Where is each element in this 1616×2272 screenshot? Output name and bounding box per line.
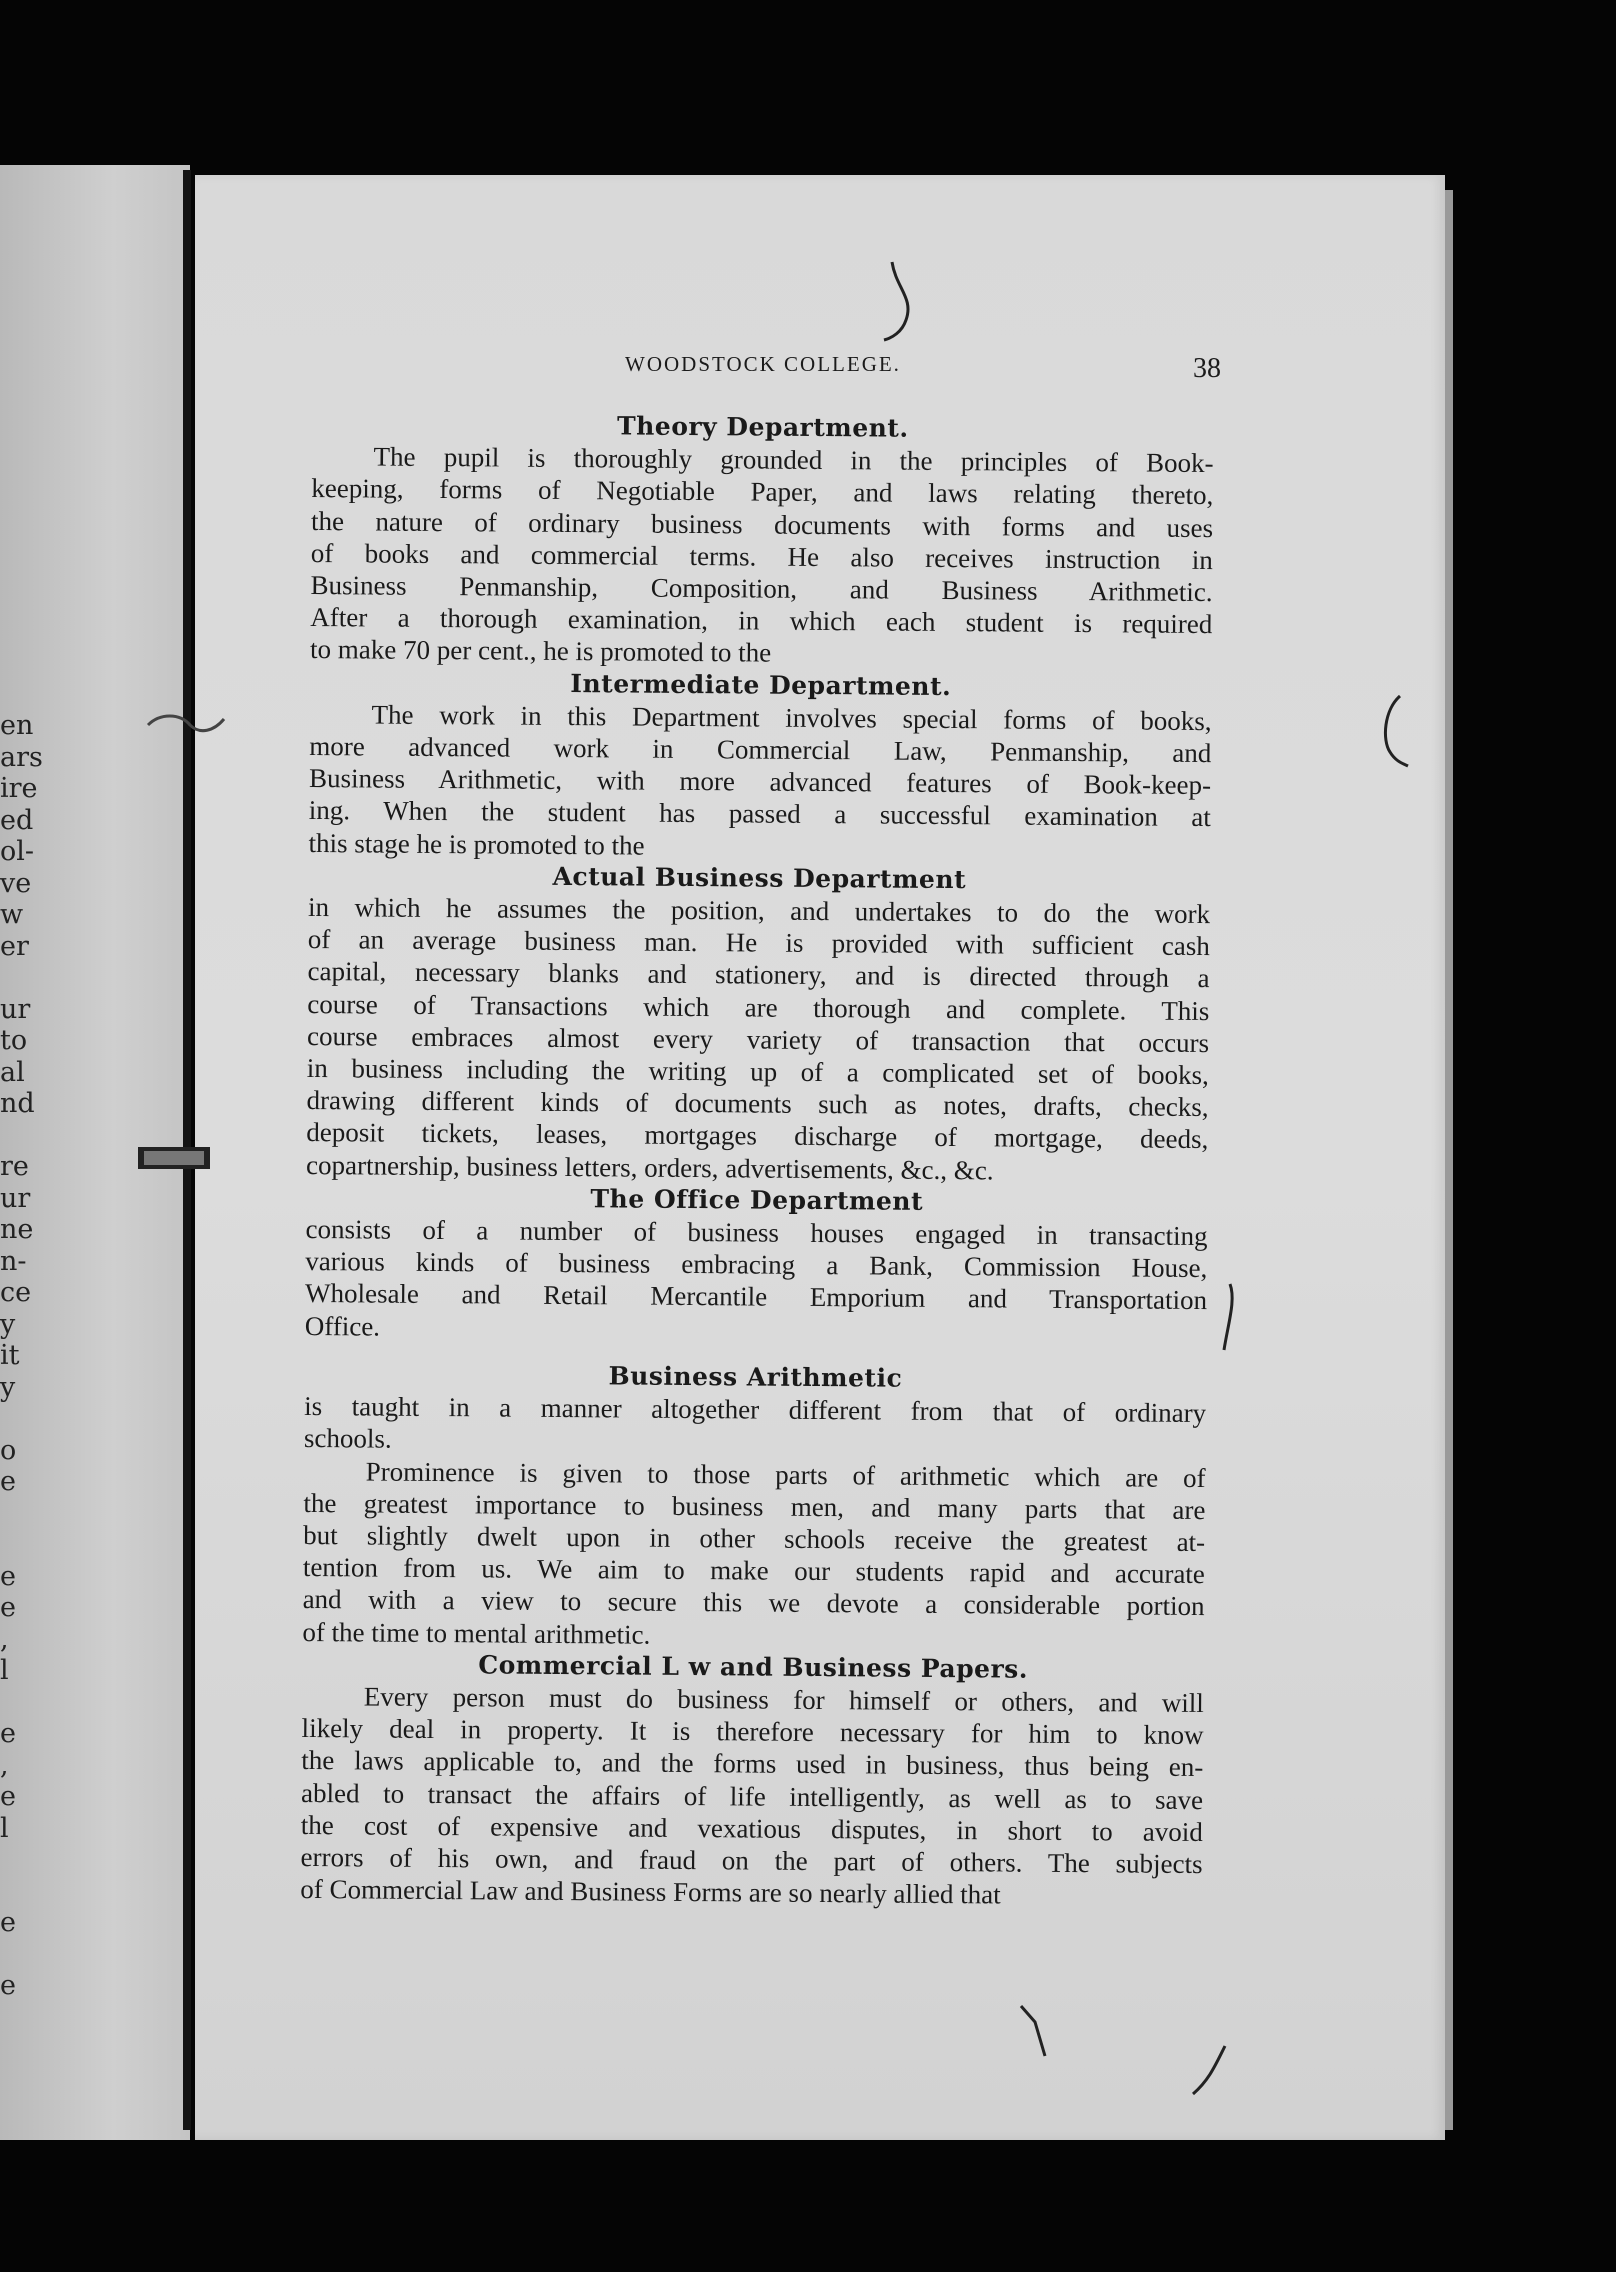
text-line: Wholesale and Retail Mercantile Emporium and Transportation <box>304 1278 1208 1316</box>
text-line: in business including the writing up of a complicated set of books, <box>306 1053 1209 1091</box>
left-fragment <box>0 1403 40 1435</box>
left-fragment <box>0 1120 40 1152</box>
text-line: Business Penmanship, Composition, and Business Arithmetic. <box>310 570 1213 608</box>
text-line: of the time to mental arithmetic. <box>302 1616 651 1650</box>
text-line: deposit tickets, leases, mortgages discharge of mortgage, deeds, <box>306 1117 1209 1155</box>
text-line: more advanced work in Commercial Law, Penmanship, and <box>309 731 1212 769</box>
text-line: Business Arithmetic, with more advanced features of Book-keep- <box>308 763 1212 801</box>
left-fragment: ire <box>0 773 38 804</box>
pencil-mark-bottom-right <box>1185 2040 1235 2110</box>
left-fragment: , <box>0 1749 9 1781</box>
pencil-mark-top <box>880 258 920 348</box>
text-line: the laws applicable to, and the forms used in business, thus being en- <box>301 1745 1204 1783</box>
left-fragment: ur <box>0 993 31 1025</box>
left-fragment: l <box>0 1812 9 1844</box>
left-fragment: ve <box>0 867 32 899</box>
left-fragment: , <box>0 1623 9 1655</box>
left-fragment: e <box>0 1907 16 1938</box>
text-line: various kinds of business embracing a Bank, Commission House, <box>305 1246 1208 1284</box>
page-body <box>300 408 1214 1912</box>
left-fragment: y <box>0 1371 16 1403</box>
left-fragment: en <box>0 710 34 741</box>
section-heading: The Office Department <box>590 1184 924 1216</box>
left-fragment: l <box>0 1655 9 1686</box>
text-line: keeping, forms of Negotiable Paper, and laws relating thereto, <box>311 473 1214 511</box>
text-line: errors of his own, and fraud on the part of others. The subjects <box>300 1841 1203 1879</box>
text-line: After a thorough examination, in which each student is required <box>310 602 1213 640</box>
left-fragment: e <box>0 1718 16 1749</box>
text-line: tention from us. We aim to make our students rapid and accurate <box>302 1552 1205 1590</box>
text-line: Every person must do business for himself or others, and will <box>363 1681 1204 1718</box>
left-fragment: er <box>0 930 29 962</box>
text-line: in which he assumes the position, and undertakes to do the work <box>307 892 1211 930</box>
text-line: abled to transact the affairs of life intelligently, as well as to save <box>301 1777 1204 1815</box>
text-line: the cost of expensive and vexatious disputes, in short to avoid <box>300 1809 1203 1847</box>
text-line: this stage he is promoted to the <box>308 827 645 861</box>
left-fragment <box>0 1529 40 1561</box>
left-fragment: al <box>0 1056 25 1088</box>
text-line: capital, necessary blanks and stationery, and is directed through a <box>307 956 1210 994</box>
section-heading: Intermediate Department. <box>570 668 952 701</box>
left-fragment <box>0 1876 40 1908</box>
text-line: but slightly dwelt upon in other schools receive the greatest at- <box>303 1519 1206 1557</box>
left-fragment: re <box>0 1151 29 1182</box>
left-fragment: ur <box>0 1182 31 1214</box>
left-fragment: e <box>0 1466 16 1497</box>
text-line: to make 70 per cent., he is promoted to the <box>309 634 772 669</box>
section-heading: Business Arithmetic <box>608 1361 903 1393</box>
left-fragment: o <box>0 1434 17 1466</box>
text-line: ing. When the student has passed a successful examination at <box>308 795 1211 833</box>
left-fragment <box>0 1687 40 1719</box>
left-fragment: to <box>0 1025 28 1056</box>
binding-clip-upper <box>140 705 230 745</box>
text-line: of an average business man. He is provided with sufficient cash <box>307 924 1210 962</box>
text-line: copartnership, business letters, orders, advertisements, &c., &c. <box>305 1149 994 1186</box>
running-head: WOODSTOCK COLLEGE. <box>625 352 901 376</box>
left-fragment: e <box>0 1592 16 1623</box>
text-line: of Commercial Law and Business Forms are so nearly allied that <box>300 1874 1001 1910</box>
text-line: The pupil is thoroughly grounded in the principles of Book- <box>373 441 1214 479</box>
text-line: and with a view to secure this we devote a considerable portion <box>302 1584 1205 1622</box>
left-fragment: e <box>0 1560 16 1592</box>
left-fragment <box>0 962 40 994</box>
left-fragment: it <box>0 1340 20 1371</box>
text-line: is taught in a manner altogether different from that of ordinary <box>304 1391 1207 1429</box>
text-line: drawing different kinds of documents such as notes, drafts, checks, <box>306 1085 1209 1123</box>
section-heading: Actual Business Department <box>552 861 967 894</box>
left-fragment: w <box>0 899 24 930</box>
pencil-mark-bracket-lower <box>1210 1280 1250 1360</box>
text-line: consists of a number of business houses engaged in transacting <box>305 1214 1208 1252</box>
left-fragment: e <box>0 1970 16 2001</box>
left-fragment <box>0 1498 40 1530</box>
section-heading: Theory Department. <box>616 411 909 443</box>
left-fragment <box>0 1939 40 1971</box>
left-fragment: ars <box>0 741 43 773</box>
left-fragment: ce <box>0 1277 32 1308</box>
left-page-text-fragments <box>0 710 43 2002</box>
pencil-mark-bracket-upper <box>1378 690 1418 780</box>
text-line: The work in this Department involves special forms of books, <box>371 699 1212 736</box>
page-number: 38 <box>1193 353 1221 384</box>
page-edge-shadow <box>1445 190 1453 2130</box>
left-fragment: e <box>0 1781 16 1812</box>
left-fragment: ol- <box>0 836 35 867</box>
text-line: the greatest importance to business men, and many parts that are <box>303 1487 1206 1525</box>
text-line: of books and commercial terms. He also receives instruction in <box>310 537 1213 575</box>
left-fragment: ed <box>0 804 34 836</box>
text-line: the nature of ordinary business documents with forms and uses <box>310 505 1214 543</box>
text-line: schools. <box>303 1423 392 1454</box>
pencil-mark-bottom-left <box>1015 2000 1055 2070</box>
text-line: Prominence is given to those parts of arithmetic which are of <box>365 1455 1206 1493</box>
left-fragment: y <box>0 1308 16 1340</box>
left-fragment: ne <box>0 1214 34 1245</box>
text-line: likely deal in property. It is therefore necessary for him to know <box>301 1713 1204 1751</box>
left-fragment <box>0 1844 40 1876</box>
text-line: course embraces almost every variety of transaction that occurs <box>306 1020 1210 1058</box>
text-line: course of Transactions which are thorough and complete. This <box>307 988 1210 1026</box>
left-fragment: nd <box>0 1088 35 1119</box>
left-fragment: n- <box>0 1245 27 1277</box>
binding-clip-lower <box>130 1135 220 1185</box>
section-heading: Commercial L w and Business Papers. <box>478 1650 1029 1684</box>
text-line: Office. <box>304 1310 381 1342</box>
